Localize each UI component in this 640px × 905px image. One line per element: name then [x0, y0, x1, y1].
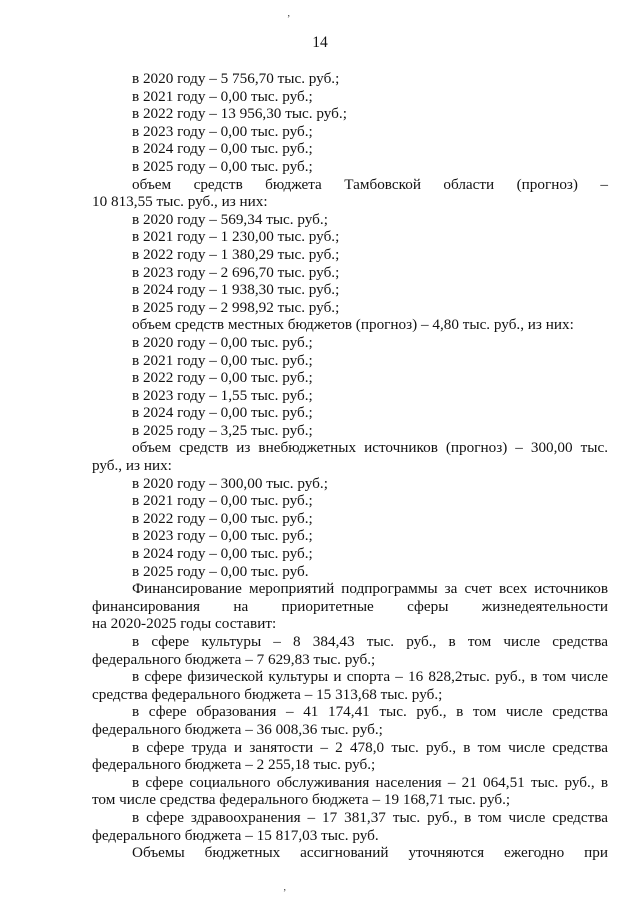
document-body [92, 70, 608, 862]
text-line: объем средств бюджета Тамбовской области (прогноз) – [132, 175, 608, 193]
text-line: в 2022 году – 13 956,30 тыс. руб.; [132, 105, 347, 123]
text-line: в 2024 году – 0,00 тыс. руб.; [132, 140, 313, 158]
text-line: в сфере культуры – 8 384,43 тыс. руб., в том числе средства [132, 633, 608, 650]
text-line: федерального бюджета – 36 008,36 тыс. руб.; [92, 720, 383, 738]
text-line: в 2025 году – 3,25 тыс. руб.; [132, 421, 313, 439]
text-line: на 2020-2025 годы составит: [92, 615, 277, 633]
text-line: в сфере здравоохранения – 17 381,37 тыс. руб., в том числе средства [132, 808, 608, 826]
text-line: 10 813,55 тыс. руб., из них: [92, 193, 268, 211]
text-line: в 2023 году – 0,00 тыс. руб.; [132, 527, 313, 545]
text-line: том числе средства федерального бюджета – 19 168,71 тыс. руб.; [92, 791, 511, 809]
text-line: финансирования на приоритетные сферы жизнедеятельности [92, 597, 608, 615]
text-line: в 2022 году – 0,00 тыс. руб.; [132, 369, 313, 387]
scan-mark: ʼ [283, 888, 287, 899]
text-line: федерального бюджета – 7 629,83 тыс. руб.; [92, 650, 376, 668]
text-line: в 2024 году – 0,00 тыс. руб.; [132, 404, 313, 422]
text-line: в 2024 году – 1 938,30 тыс. руб.; [132, 281, 340, 299]
text-line: федерального бюджета – 2 255,18 тыс. руб.; [92, 756, 376, 774]
scan-mark: ʼ [287, 14, 291, 25]
text-line: в 2020 году – 0,00 тыс. руб.; [132, 333, 313, 351]
text-line: Финансирование мероприятий подпрограммы за счет всех источников [132, 580, 608, 598]
text-line: средства федерального бюджета – 15 313,68 тыс. руб.; [92, 685, 443, 703]
text-line: в 2022 году – 1 380,29 тыс. руб.; [132, 245, 340, 263]
text-line: федерального бюджета – 15 817,03 тыс. руб. [92, 826, 379, 844]
text-line: в 2023 году – 0,00 тыс. руб.; [132, 122, 313, 140]
text-line: в 2020 году – 5 756,70 тыс. руб.; [132, 70, 340, 87]
text-line: в сфере труда и занятости – 2 478,0 тыс. руб., в том числе средства [132, 738, 608, 756]
text-line: в 2024 году – 0,00 тыс. руб.; [132, 545, 313, 563]
text-line: в 2021 году – 0,00 тыс. руб.; [132, 492, 313, 510]
text-line: в 2020 году – 300,00 тыс. руб.; [132, 474, 328, 492]
text-line: в 2022 году – 0,00 тыс. руб.; [132, 509, 313, 527]
text-line: в сфере физической культуры и спорта – 16 828,2тыс. руб., в том числе [132, 668, 608, 686]
text-line: в 2021 году – 1 230,00 тыс. руб.; [132, 228, 340, 246]
text-line: в 2025 году – 0,00 тыс. руб.; [132, 157, 313, 175]
text-line: в 2021 году – 0,00 тыс. руб.; [132, 87, 313, 105]
text-line: в 2020 году – 569,34 тыс. руб.; [132, 210, 328, 228]
text-line: в 2025 году – 0,00 тыс. руб. [132, 562, 309, 580]
text-line: в 2023 году – 2 696,70 тыс. руб.; [132, 263, 340, 281]
page-number: 14 [312, 34, 328, 51]
text-line: в сфере социального обслуживания населения – 21 064,51 тыс. руб., в [132, 773, 608, 791]
text-line: объем средств из внебюджетных источников (прогноз) – 300,00 тыс. [132, 439, 608, 457]
text-line: объем средств местных бюджетов (прогноз) – 4,80 тыс. руб., из них: [132, 316, 574, 334]
text-line: в 2025 году – 2 998,92 тыс. руб.; [132, 298, 340, 316]
text-line: в 2021 году – 0,00 тыс. руб.; [132, 351, 313, 369]
text-line: руб., из них: [92, 457, 172, 475]
text-line: Объемы бюджетных ассигнований уточняются ежегодно при [132, 844, 608, 862]
text-line: в 2023 году – 1,55 тыс. руб.; [132, 386, 313, 404]
text-line: в сфере образования – 41 174,41 тыс. руб., в том числе средства [132, 703, 608, 721]
